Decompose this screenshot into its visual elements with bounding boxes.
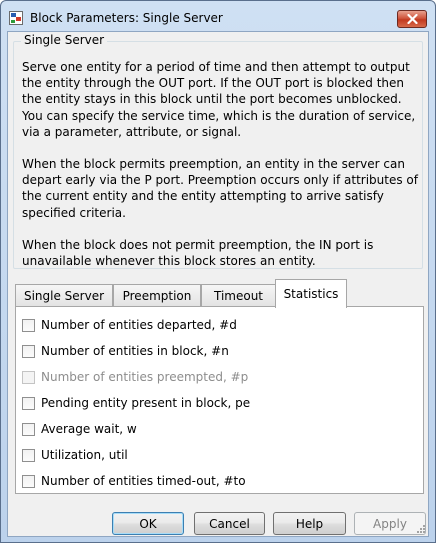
- cancel-button[interactable]: Cancel: [194, 512, 265, 535]
- tab-preemption[interactable]: Preemption: [113, 284, 201, 306]
- title-bar[interactable]: [1, 1, 435, 31]
- description-group: [13, 33, 423, 269]
- checkbox[interactable]: [22, 475, 35, 488]
- tab-statistics[interactable]: Statistics: [275, 279, 347, 308]
- resize-grip-icon[interactable]: [414, 522, 426, 534]
- apply-button: Apply: [354, 512, 426, 535]
- dialog-client-area: [7, 31, 429, 537]
- checkbox-label: Number of entities timed-out, #to: [41, 474, 246, 488]
- checkbox-entities-preempted: [22, 368, 248, 386]
- checkbox-entities-departed[interactable]: [22, 316, 237, 334]
- checkbox-label: Number of entities preempted, #p: [41, 370, 249, 384]
- window-title: Block Parameters: Single Server: [30, 11, 223, 25]
- help-button[interactable]: Help: [273, 512, 346, 535]
- close-icon: [407, 14, 418, 24]
- checkbox[interactable]: [22, 345, 35, 358]
- description-paragraph: When the block does not permit preemption, the IN port is unavailable whenever this block stores an entity.: [22, 238, 374, 269]
- simulink-block-icon: [9, 11, 23, 25]
- checkbox[interactable]: [22, 397, 35, 410]
- checkbox[interactable]: [22, 423, 35, 436]
- tab-single-server[interactable]: Single Server: [15, 284, 113, 306]
- checkbox-entities-timed-out[interactable]: [22, 472, 246, 490]
- checkbox-label: Number of entities departed, #d: [41, 318, 237, 332]
- checkbox-pending-entity[interactable]: [22, 394, 250, 412]
- checkbox: [22, 371, 35, 384]
- checkbox-average-wait[interactable]: [22, 420, 137, 438]
- tab-bar: [15, 279, 425, 307]
- statistics-panel: [15, 306, 424, 494]
- group-title: Single Server: [21, 33, 107, 47]
- checkbox-label: Average wait, w: [41, 422, 137, 436]
- checkbox-label: Pending entity present in block, pe: [41, 396, 251, 410]
- description-paragraph: When the block permits preemption, an entity in the server can depart early via the P port. Preemption occurs only if attributes of the current entity and the entity attempting to arrive satisfy specified criteria.: [22, 157, 418, 220]
- checkbox-label: Number of entities in block, #n: [41, 344, 229, 358]
- checkbox[interactable]: [22, 449, 35, 462]
- ok-button[interactable]: OK: [112, 512, 184, 535]
- checkbox[interactable]: [22, 319, 35, 332]
- close-button[interactable]: [397, 10, 427, 28]
- checkbox-label: Utilization, util: [41, 448, 128, 462]
- tab-timeout[interactable]: Timeout: [201, 284, 276, 306]
- checkbox-entities-in-block[interactable]: [22, 342, 229, 360]
- checkbox-utilization[interactable]: [22, 446, 128, 464]
- description-paragraph: Serve one entity for a period of time and then attempt to output the entity through the OUT port. If the OUT port is blocked then the entity stays in this block until the port becomes unblocked. You can specify the service time, which is the duration of service, via a parameter, attribute, or signal.: [22, 60, 416, 139]
